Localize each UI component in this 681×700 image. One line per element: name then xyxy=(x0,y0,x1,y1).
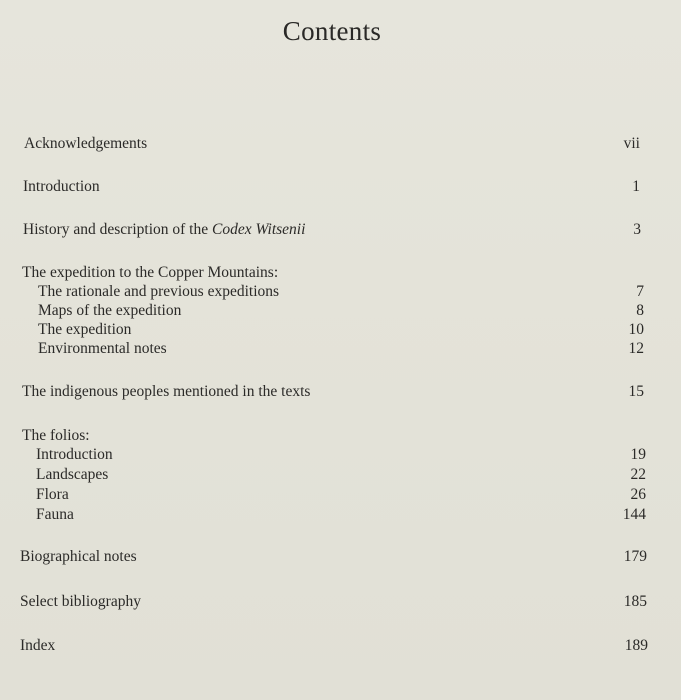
toc-entry-label-prefix: History and description of the xyxy=(23,221,212,238)
toc-page-number: 12 xyxy=(628,340,644,357)
toc-page-number: 7 xyxy=(636,283,644,300)
toc-page-number: 1 xyxy=(632,178,640,195)
toc-page-number: 189 xyxy=(624,637,648,654)
toc-page-number: 19 xyxy=(630,446,646,463)
toc-page-number: vii xyxy=(623,135,640,152)
toc-page-number: 15 xyxy=(628,383,644,400)
toc-entry-label: Introduction xyxy=(23,178,100,195)
toc-entry-label: Landscapes xyxy=(36,466,109,483)
toc-entry-label: Environmental notes xyxy=(38,340,167,357)
toc-entry-label: Acknowledgements xyxy=(24,135,148,152)
toc-entry-label: The rationale and previous expeditions xyxy=(38,283,280,300)
toc-page-number: 179 xyxy=(623,548,647,565)
toc-page-number: 22 xyxy=(630,466,646,483)
toc-entry-label: The expedition xyxy=(38,321,132,338)
toc-entry-label: Select bibliography xyxy=(20,593,141,610)
toc-entry-label: Introduction xyxy=(36,446,113,463)
toc-page-number: 10 xyxy=(628,321,644,338)
toc-page-number: 26 xyxy=(630,486,646,503)
toc-section-label: The folios: xyxy=(22,427,90,444)
toc-entry-label: Biographical notes xyxy=(20,548,137,565)
page-title: Contents xyxy=(282,16,382,46)
toc-section-label: The expedition to the Copper Mountains: xyxy=(22,264,279,281)
toc-entry-label: Maps of the expedition xyxy=(38,302,182,319)
toc-page-number: 185 xyxy=(623,593,647,610)
toc-page-number: 8 xyxy=(636,302,644,319)
toc-entry-label-italic: Codex Witsenii xyxy=(211,221,306,238)
toc-entry-label: The indigenous peoples mentioned in the texts xyxy=(22,383,311,400)
toc-entry-label: Index xyxy=(20,637,56,654)
toc-entry-label: Flora xyxy=(36,486,69,503)
toc-entry-label xyxy=(23,220,305,239)
toc-page-number: 3 xyxy=(633,221,641,238)
toc-page-number: 144 xyxy=(622,506,646,523)
toc-entry-label: Fauna xyxy=(36,506,74,523)
